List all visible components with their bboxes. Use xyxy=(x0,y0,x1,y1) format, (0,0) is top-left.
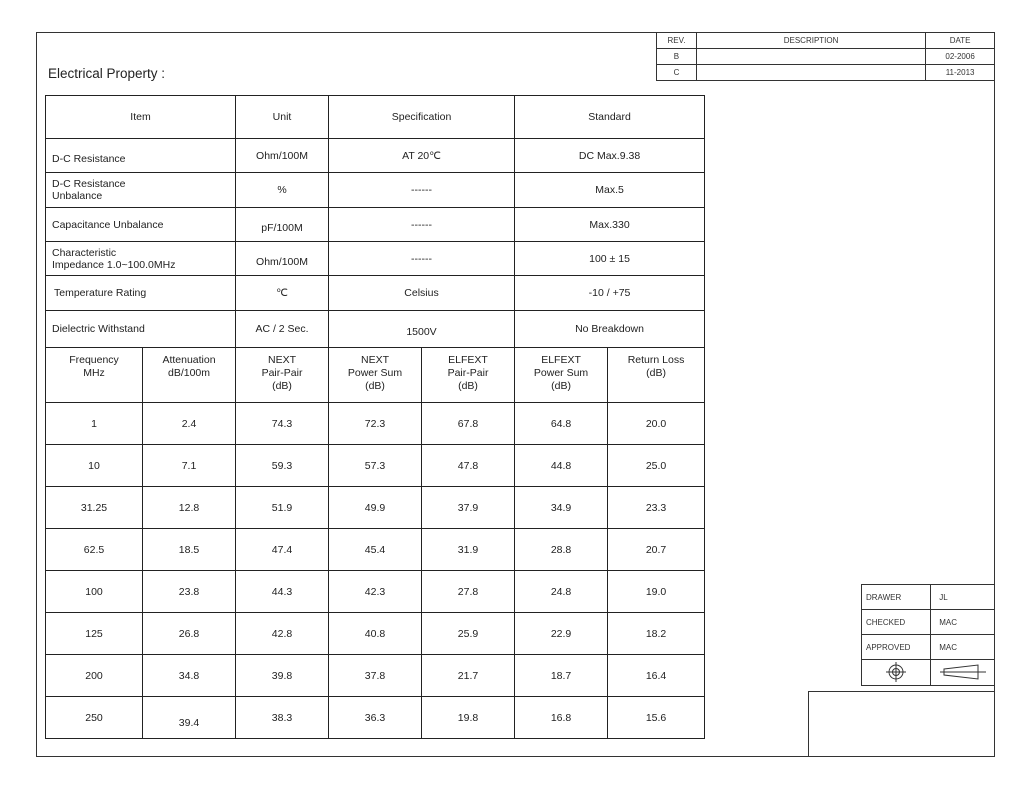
property-spec: ------ xyxy=(329,242,515,276)
description-header: DESCRIPTION xyxy=(696,33,925,49)
property-row xyxy=(46,276,705,311)
elfext-pair-cell: 19.8 xyxy=(422,697,515,739)
header-line: (dB) xyxy=(458,380,478,392)
elfext-pair-cell: 27.8 xyxy=(422,571,515,613)
checked-label: CHECKED xyxy=(862,610,931,635)
revision-block xyxy=(656,32,995,81)
property-item xyxy=(46,173,236,208)
elfext-power-sum-cell: 64.8 xyxy=(515,403,608,445)
header-line: MHz xyxy=(83,367,105,379)
next-power-sum-cell: 49.9 xyxy=(329,487,422,529)
property-item: Dielectric Withstand xyxy=(46,311,236,348)
next-pair-cell: 59.3 xyxy=(236,445,329,487)
next-power-sum-cell: 40.8 xyxy=(329,613,422,655)
header-line: Frequency xyxy=(69,354,119,366)
unit-header: Unit xyxy=(236,96,329,139)
next-power-sum-cell: 36.3 xyxy=(329,697,422,739)
page-title: Electrical Property : xyxy=(48,66,166,81)
projection-cone-cell xyxy=(931,660,995,686)
elfext-pair-cell: 47.8 xyxy=(422,445,515,487)
property-row xyxy=(46,242,705,276)
property-row xyxy=(46,173,705,208)
return-loss-cell: 25.0 xyxy=(608,445,705,487)
header-line: Return Loss xyxy=(627,354,685,366)
header-line: (dB) xyxy=(551,380,571,392)
attenuation-cell: 12.8 xyxy=(143,487,236,529)
attenuation-cell: 39.4 xyxy=(143,697,236,739)
frequency-row xyxy=(46,655,705,697)
elfext-pair-cell: 21.7 xyxy=(422,655,515,697)
property-standard: Max.330 xyxy=(515,208,705,242)
elfext-pair-cell: 37.9 xyxy=(422,487,515,529)
header-line: Power Sum xyxy=(533,367,589,379)
property-unit: Ohm/100M xyxy=(236,242,329,276)
property-row xyxy=(46,311,705,348)
header-line: ELFEXT xyxy=(448,354,488,366)
return-loss-cell: 19.0 xyxy=(608,571,705,613)
header-line: Pair-Pair xyxy=(447,367,489,379)
elfext-power-sum-cell: 34.9 xyxy=(515,487,608,529)
property-spec: 1500V xyxy=(329,311,515,348)
attenuation-cell: 7.1 xyxy=(143,445,236,487)
frequency-row xyxy=(46,697,705,739)
next-pair-cell: 74.3 xyxy=(236,403,329,445)
projection-target-cell xyxy=(862,660,931,686)
attenuation-cell: 2.4 xyxy=(143,403,236,445)
return-loss-cell: 15.6 xyxy=(608,697,705,739)
date-header: DATE xyxy=(926,33,995,49)
drawer-value: JL xyxy=(931,585,995,610)
frequency-cell: 1 xyxy=(46,403,143,445)
return-loss-cell: 18.2 xyxy=(608,613,705,655)
projection-cone-icon xyxy=(938,663,988,681)
next-pair-header xyxy=(236,348,329,403)
header-line: (dB) xyxy=(365,380,385,392)
checked-value: MAC xyxy=(931,610,995,635)
projection-symbol-row xyxy=(862,660,995,686)
attenuation-cell: 26.8 xyxy=(143,613,236,655)
property-unit: Ohm/100M xyxy=(236,139,329,173)
first-angle-projection-target-icon xyxy=(885,661,907,683)
rev-date: 02-2006 xyxy=(926,49,995,65)
frequency-row xyxy=(46,445,705,487)
property-item: D-C Resistance xyxy=(46,139,236,173)
elfext-power-sum-cell: 28.8 xyxy=(515,529,608,571)
attenuation-header xyxy=(143,348,236,403)
next-power-sum-cell: 72.3 xyxy=(329,403,422,445)
attenuation-cell: 34.8 xyxy=(143,655,236,697)
elfext-power-sum-cell: 18.7 xyxy=(515,655,608,697)
next-power-sum-cell: 37.8 xyxy=(329,655,422,697)
property-item-line: Impedance 1.0~100.0MHz xyxy=(52,258,176,271)
next-power-sum-cell: 57.3 xyxy=(329,445,422,487)
elfext-power-sum-header xyxy=(515,348,608,403)
frequency-header xyxy=(46,348,143,403)
rev-description xyxy=(696,65,925,81)
property-item-line: D-C Resistance xyxy=(52,178,126,190)
next-pair-cell: 44.3 xyxy=(236,571,329,613)
property-row xyxy=(46,139,705,173)
frequency-row xyxy=(46,571,705,613)
header-line: (dB) xyxy=(272,380,292,392)
next-pair-cell: 39.8 xyxy=(236,655,329,697)
elfext-power-sum-cell: 22.9 xyxy=(515,613,608,655)
signature-row xyxy=(862,585,995,610)
return-loss-header xyxy=(608,348,705,403)
standard-header: Standard xyxy=(515,96,705,139)
signature-block xyxy=(861,584,995,686)
next-pair-cell: 51.9 xyxy=(236,487,329,529)
property-item xyxy=(46,242,236,276)
next-pair-cell: 42.8 xyxy=(236,613,329,655)
property-item-line: Unbalance xyxy=(52,190,103,202)
property-unit: pF/100M xyxy=(236,208,329,242)
revision-row xyxy=(657,49,995,65)
approved-label: APPROVED xyxy=(862,635,931,660)
header-line: NEXT xyxy=(361,354,390,366)
frequency-row xyxy=(46,487,705,529)
return-loss-cell: 16.4 xyxy=(608,655,705,697)
header-line: Pair-Pair xyxy=(261,367,303,379)
property-unit: AC / 2 Sec. xyxy=(236,311,329,348)
elfext-power-sum-cell: 24.8 xyxy=(515,571,608,613)
frequency-row xyxy=(46,403,705,445)
electrical-property-table xyxy=(45,95,705,739)
property-standard: No Breakdown xyxy=(515,311,705,348)
property-item-line: Characteristic xyxy=(52,246,117,259)
title-block-box xyxy=(808,691,995,757)
signature-row xyxy=(862,635,995,660)
property-item: Temperature Rating xyxy=(46,276,236,311)
rev-date: 11-2013 xyxy=(926,65,995,81)
header-line: Power Sum xyxy=(347,367,403,379)
elfext-pair-header xyxy=(422,348,515,403)
property-spec: Celsius xyxy=(329,276,515,311)
revision-header-row xyxy=(657,33,995,49)
frequency-cell: 62.5 xyxy=(46,529,143,571)
return-loss-cell: 20.7 xyxy=(608,529,705,571)
property-spec: ------ xyxy=(329,173,515,208)
elfext-power-sum-cell: 16.8 xyxy=(515,697,608,739)
header-line: (dB) xyxy=(646,367,666,379)
specification-header: Specification xyxy=(329,96,515,139)
item-header: Item xyxy=(46,96,236,139)
frequency-row xyxy=(46,613,705,655)
property-standard: DC Max.9.38 xyxy=(515,139,705,173)
property-unit: % xyxy=(236,173,329,208)
attenuation-cell: 23.8 xyxy=(143,571,236,613)
return-loss-cell: 23.3 xyxy=(608,487,705,529)
rev-header: REV. xyxy=(657,33,697,49)
rev-code: B xyxy=(657,49,697,65)
elfext-pair-cell: 25.9 xyxy=(422,613,515,655)
next-power-sum-cell: 42.3 xyxy=(329,571,422,613)
next-power-sum-cell: 45.4 xyxy=(329,529,422,571)
header-line: dB/100m xyxy=(167,367,211,379)
frequency-header-row xyxy=(46,348,705,403)
frequency-cell: 10 xyxy=(46,445,143,487)
header-line: ELFEXT xyxy=(541,354,581,366)
property-spec: ------ xyxy=(329,208,515,242)
elfext-pair-cell: 67.8 xyxy=(422,403,515,445)
elfext-pair-cell: 31.9 xyxy=(422,529,515,571)
return-loss-cell: 20.0 xyxy=(608,403,705,445)
property-standard: -10 / +75 xyxy=(515,276,705,311)
elfext-power-sum-cell: 44.8 xyxy=(515,445,608,487)
revision-row xyxy=(657,65,995,81)
frequency-cell: 250 xyxy=(46,697,143,739)
frequency-cell: 125 xyxy=(46,613,143,655)
property-unit: ℃ xyxy=(236,276,329,311)
next-pair-cell: 47.4 xyxy=(236,529,329,571)
property-spec: AT 20℃ xyxy=(329,139,515,173)
header-line: NEXT xyxy=(268,354,297,366)
approved-value: MAC xyxy=(931,635,995,660)
property-row xyxy=(46,208,705,242)
drawer-label: DRAWER xyxy=(862,585,931,610)
frequency-cell: 31.25 xyxy=(46,487,143,529)
frequency-row xyxy=(46,529,705,571)
attenuation-cell: 18.5 xyxy=(143,529,236,571)
header-line: Attenuation xyxy=(162,354,216,366)
property-header-row xyxy=(46,96,705,139)
rev-description xyxy=(696,49,925,65)
next-power-sum-header xyxy=(329,348,422,403)
signature-row xyxy=(862,610,995,635)
property-standard: 100 ± 15 xyxy=(515,242,705,276)
property-standard: Max.5 xyxy=(515,173,705,208)
frequency-cell: 100 xyxy=(46,571,143,613)
frequency-cell: 200 xyxy=(46,655,143,697)
rev-code: C xyxy=(657,65,697,81)
next-pair-cell: 38.3 xyxy=(236,697,329,739)
property-item: Capacitance Unbalance xyxy=(46,208,236,242)
